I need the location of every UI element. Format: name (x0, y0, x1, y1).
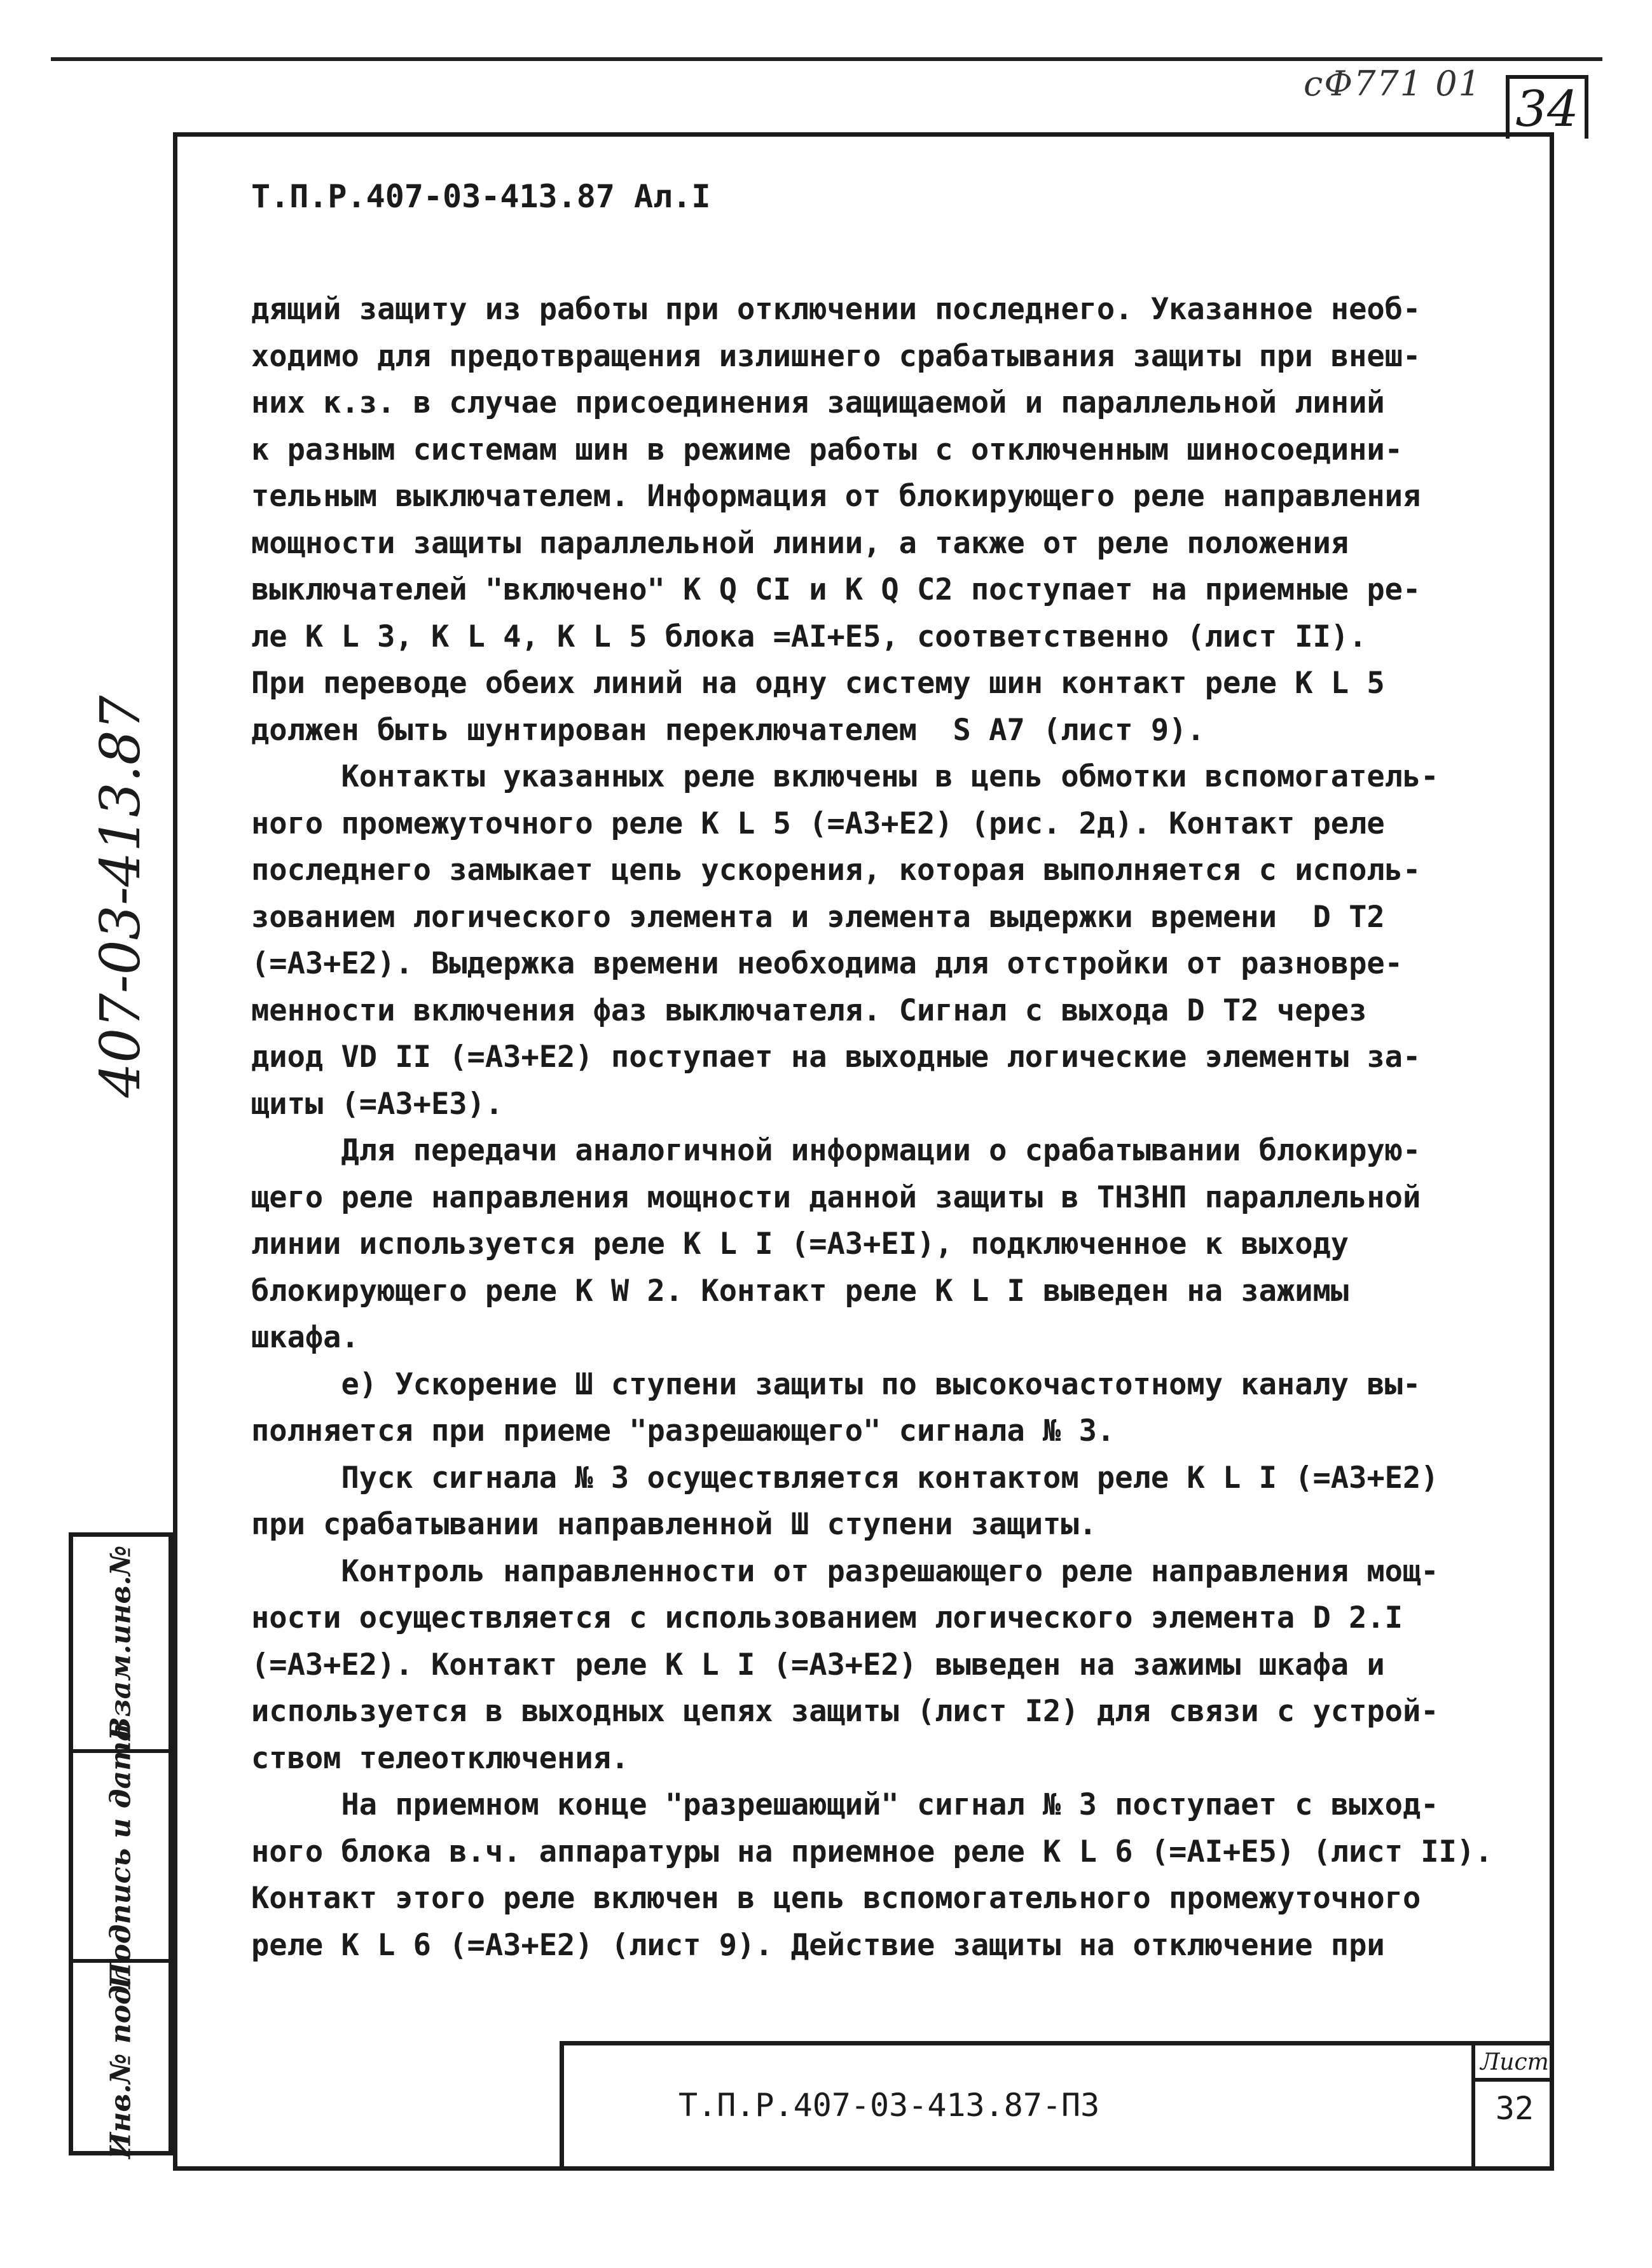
stamp-cell-inventory (73, 1955, 169, 2159)
text-line: зованием логического элемента и элемента выдержки времени D T2 (251, 899, 1385, 935)
text-line: полняется при приеме "разрешающего" сигнала № 3. (251, 1413, 1115, 1448)
text-line: Контроль направленности от разрешающего реле направления мощ- (251, 1553, 1439, 1589)
archive-number (51, 695, 191, 1098)
text-line: При переводе обеих линий на одну систему шин контакт реле К L 5 (251, 666, 1385, 701)
text-line: Контакт этого реле включен в цепь вспомогательного промежуточного (251, 1881, 1421, 1916)
stamp-label: Подпись и дата (104, 1722, 137, 1990)
text-line: На приемном конце "разрешающий" сигнал № 3 поступает с выход- (251, 1787, 1439, 1822)
stamp-label: Инв.№ подл. (104, 1955, 137, 2159)
handwritten-note: сФ771 01 (1304, 64, 1482, 104)
text-line: Контакты указанных реле включены в цепь обмотки вспомогатель- (251, 759, 1439, 794)
archive-number-text: 407-03-413.87 (89, 695, 153, 1098)
text-line: шкафа. (251, 1320, 359, 1355)
text-line: используется в выходных цепях защиты (лист I2) для связи с устрой- (251, 1694, 1439, 1729)
text-line: диод VD II (=A3+E2) поступает на выходные логические элементы за- (251, 1040, 1421, 1075)
text-line: ходимо для предотвращения излишнего срабатывания защиты при внеш- (251, 338, 1421, 374)
sheet-number: 32 (1495, 2090, 1534, 2127)
text-line: последнего замыкает цепь ускорения, которая выполняется с исполь- (251, 853, 1421, 888)
text-line: ного блока в.ч. аппаратуры на приемное реле К L 6 (=AI+E5) (лист II). (251, 1834, 1493, 1869)
text-line: менности включения фаз выключателя. Сигнал с выхода D T2 через (251, 993, 1367, 1028)
stamp-cell-signature (73, 1722, 169, 1990)
text-line: (=A3+E2). Контакт реле К L I (=A3+E2) выведен на зажимы шкафа и (251, 1647, 1385, 1682)
text-line: дящий защиту из работы при отключении последнего. Указанное необ- (251, 292, 1421, 327)
text-line: ности осуществляется с использованием логического элемента D 2.I (251, 1600, 1403, 1635)
text-line: ного промежуточного реле К L 5 (=A3+E2) (рис. 2д). Контакт реле (251, 806, 1385, 841)
text-line: должен быть шунтирован переключателем S A7 (лист 9). (251, 712, 1205, 748)
stamp-cell-replacement (73, 1537, 169, 1753)
body-text (251, 286, 1517, 1969)
stamp-label: Взам.инв.№ (104, 1545, 137, 1741)
text-line: ле К L 3, К L 4, К L 5 блока =AI+E5, соответственно (лист II). (251, 619, 1367, 654)
text-line: щиты (=A3+E3). (251, 1086, 504, 1122)
text-line: блокирующего реле К W 2. Контакт реле К L I выведен на зажимы (251, 1273, 1349, 1309)
text-line: е) Ускорение Ш ступени защиты по высокочастотному каналу вы- (251, 1366, 1421, 1402)
top-rule (51, 57, 1602, 61)
text-line: реле К L 6 (=A3+E2) (лист 9). Действие защиты на отключение при (251, 1927, 1385, 1963)
title-block (560, 2041, 1554, 2171)
text-line: при срабатывании направленной Ш ступени защиты. (251, 1507, 1097, 1542)
title-block-code: Т.П.Р.407-03-413.87-ПЗ (678, 2087, 1100, 2124)
text-line: (=A3+E2). Выдержка времени необходима для отстройки от разновре- (251, 946, 1403, 981)
text-line: Для передачи аналогичной информации о срабатывании блокирую- (251, 1133, 1421, 1168)
text-line: к разным системам шин в режиме работы с отключенным шиносоедини- (251, 432, 1403, 467)
text-line: них к.з. в случае присоединения защищаемой и параллельной линий (251, 385, 1385, 420)
sheet-label: Лист (1475, 2049, 1554, 2082)
text-line: линии используется реле К L I (=A3+EI), подключенное к выходу (251, 1227, 1349, 1261)
page-number-box: 34 (1506, 75, 1588, 139)
document-header: Т.П.Р.407-03-413.87 Ал.I (251, 178, 711, 215)
stamp-column (69, 1532, 173, 2159)
text-line: тельным выключателем. Информация от блокирующего реле направления (251, 479, 1421, 514)
text-line: выключателей "включено" К Q CI и К Q C2 поступает на приемные ре- (251, 572, 1421, 607)
title-block-sheet (1471, 2045, 1554, 2171)
text-line: щего реле направления мощности данной защиты в ТНЗНП параллельной (251, 1179, 1421, 1215)
text-line: мощности защиты параллельной линии, а также от реле положения (251, 525, 1349, 561)
text-line: ством телеотключения. (251, 1740, 630, 1776)
text-line: Пуск сигнала № 3 осуществляется контактом реле К L I (=A3+E2) (251, 1460, 1439, 1495)
